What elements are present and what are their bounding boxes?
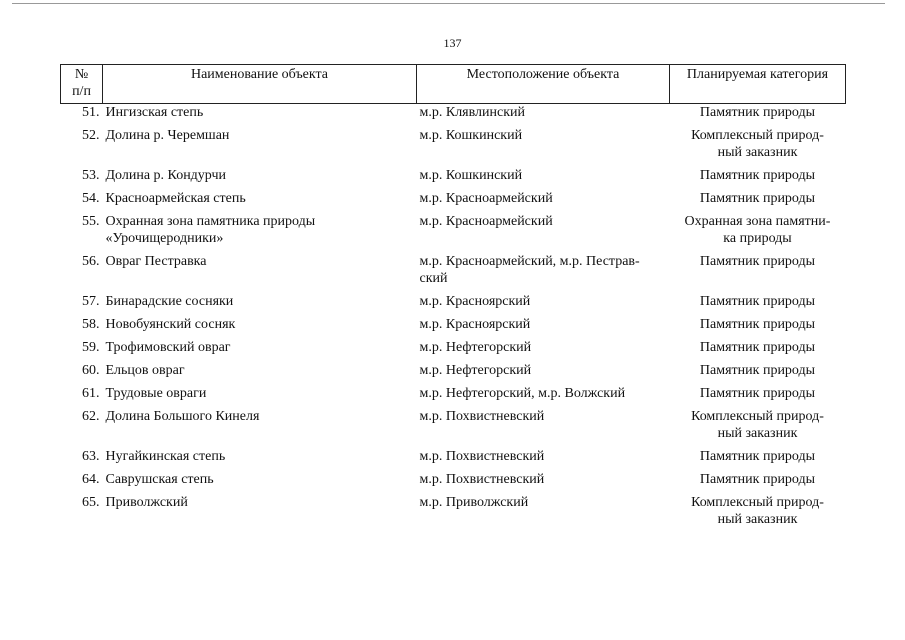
object-name-line: Ингизская степь [105, 105, 204, 120]
object-name-line: Нугайкинская степь [105, 449, 226, 464]
row-number: 52. [82, 128, 100, 143]
table-header-row [61, 65, 846, 104]
object-name [103, 104, 417, 128]
object-name [103, 127, 417, 167]
object-location [417, 362, 670, 385]
page-number: 137 [443, 36, 462, 50]
object-location-line: м.р. Приволжский [419, 495, 529, 510]
object-category-line: Охранная зона памятни- [684, 214, 831, 229]
object-location [417, 316, 670, 339]
table-row [61, 448, 846, 471]
object-name [103, 362, 417, 385]
object-name [103, 448, 417, 471]
object-location-line: м.р. Красноармейский [419, 191, 553, 206]
object-name [103, 408, 417, 448]
object-name-line: Овраг Пестравка [105, 254, 207, 269]
object-location [417, 339, 670, 362]
object-location-line: м.р. Нефтегорский [419, 340, 532, 355]
object-name [103, 253, 417, 293]
header-name: Наименование объекта [103, 65, 417, 104]
table-row [61, 190, 846, 213]
object-category-line: Комплексный природ- [691, 409, 824, 424]
object-name-line: Бинарадские сосняки [105, 294, 234, 309]
object-name-line: Новобуянский сосняк [105, 317, 236, 332]
object-location-line: м.р. Похвистневский [419, 472, 545, 487]
object-name-line: Приволжский [105, 495, 188, 510]
object-location [417, 293, 670, 316]
object-location [417, 494, 670, 534]
object-category-line: Комплексный природ- [691, 495, 824, 510]
object-location-line: м.р. Кошкинский [419, 128, 523, 143]
header-num [61, 65, 103, 104]
object-location-line: м.р. Клявлинский [419, 105, 526, 120]
object-location-line: м.р. Нефтегорский [419, 363, 532, 378]
table-row [61, 316, 846, 339]
object-name [103, 316, 417, 339]
header-num-line: № [74, 67, 89, 82]
object-category-line: Памятник природы [699, 105, 816, 120]
object-name-line: Саврушская степь [105, 472, 214, 487]
row-number: 58. [82, 317, 100, 332]
object-category [670, 253, 846, 293]
row-number: 56. [82, 254, 100, 269]
table-row [61, 385, 846, 408]
object-location-line: м.р. Красноармейский [419, 214, 553, 229]
object-name [103, 213, 417, 253]
object-location-line: м.р. Красноярский [419, 294, 531, 309]
row-number: 64. [82, 472, 100, 487]
object-category [670, 339, 846, 362]
table-row [61, 362, 846, 385]
object-category [670, 104, 846, 128]
object-location [417, 471, 670, 494]
object-category-line: Памятник природы [699, 317, 816, 332]
row-number: 53. [82, 168, 100, 183]
object-name [103, 471, 417, 494]
row-number: 54. [82, 191, 100, 206]
object-location [417, 127, 670, 167]
object-category-line: Памятник природы [699, 168, 816, 183]
object-name [103, 167, 417, 190]
object-category-line: ный заказник [717, 426, 798, 441]
object-location [417, 167, 670, 190]
object-name-line: Трудовые овраги [105, 386, 207, 401]
header-num-line: п/п [72, 84, 91, 99]
table-body [61, 104, 846, 535]
object-name-line: Долина р. Кондурчи [105, 168, 226, 183]
table-row [61, 167, 846, 190]
table-row [61, 213, 846, 253]
object-category-line: Памятник природы [699, 386, 816, 401]
object-location [417, 408, 670, 448]
object-location [417, 104, 670, 128]
object-location-line: м.р. Нефтегорский, м.р. Волжский [419, 386, 626, 401]
object-category-line: Памятник природы [699, 449, 816, 464]
objects-table [60, 64, 846, 534]
object-category [670, 362, 846, 385]
object-category [670, 213, 846, 253]
table-row [61, 494, 846, 534]
object-category-line: Комплексный природ- [691, 128, 824, 143]
object-category [670, 494, 846, 534]
object-location-line: м.р. Похвистневский [419, 449, 545, 464]
object-location-line: м.р. Похвистневский [419, 409, 545, 424]
object-category-line: ный заказник [717, 145, 798, 160]
object-category [670, 293, 846, 316]
object-name [103, 339, 417, 362]
table-row [61, 293, 846, 316]
object-name-line: Долина р. Черемшан [105, 128, 230, 143]
object-location-line: м.р. Кошкинский [419, 168, 523, 183]
object-location [417, 213, 670, 253]
object-name-line: Охранная зона памятника природы «Урочище [105, 214, 316, 246]
object-category [670, 190, 846, 213]
object-location [417, 253, 670, 293]
header-category: Планируемая категория [670, 65, 846, 104]
table-row [61, 104, 846, 128]
table-row [61, 471, 846, 494]
object-name [103, 190, 417, 213]
object-location-line: ский [419, 271, 448, 286]
table-row [61, 408, 846, 448]
object-category [670, 408, 846, 448]
object-category [670, 167, 846, 190]
object-location-line: м.р. Красноармейский, м.р. Пестрав- [419, 254, 640, 269]
row-number: 63. [82, 449, 100, 464]
object-category-line: Памятник природы [699, 191, 816, 206]
object-category-line: ка природы [723, 231, 792, 246]
object-location [417, 448, 670, 471]
object-location [417, 190, 670, 213]
object-name-line: Красноармейская степь [105, 191, 246, 206]
row-number: 55. [82, 214, 100, 229]
object-name-line: родники» [166, 231, 224, 246]
table-row [61, 253, 846, 293]
object-name-line: Ельцов овраг [105, 363, 185, 378]
row-number: 51. [82, 105, 100, 120]
object-name [103, 293, 417, 316]
object-category-line: Памятник природы [699, 254, 816, 269]
object-category-line: Памятник природы [699, 340, 816, 355]
object-location-line: м.р. Красноярский [419, 317, 531, 332]
table-row [61, 339, 846, 362]
object-category [670, 448, 846, 471]
header-location: Местоположение объекта [417, 65, 670, 104]
object-category-line: Памятник природы [699, 472, 816, 487]
object-category [670, 127, 846, 167]
object-category [670, 316, 846, 339]
row-number: 61. [82, 386, 100, 401]
row-number: 57. [82, 294, 100, 309]
page-top-rule [12, 3, 885, 4]
object-name [103, 494, 417, 534]
table-row [61, 127, 846, 167]
row-number: 65. [82, 495, 100, 510]
row-number: 62. [82, 409, 100, 424]
object-category-line: Памятник природы [699, 294, 816, 309]
object-category-line: Памятник природы [699, 363, 816, 378]
object-category-line: ный заказник [717, 512, 798, 527]
object-category [670, 471, 846, 494]
object-name [103, 385, 417, 408]
object-location [417, 385, 670, 408]
object-name-line: Трофимовский овраг [105, 340, 231, 355]
row-number: 59. [82, 340, 100, 355]
object-name-line: Долина Большого Кинеля [105, 409, 260, 424]
object-category [670, 385, 846, 408]
row-number: 60. [82, 363, 100, 378]
